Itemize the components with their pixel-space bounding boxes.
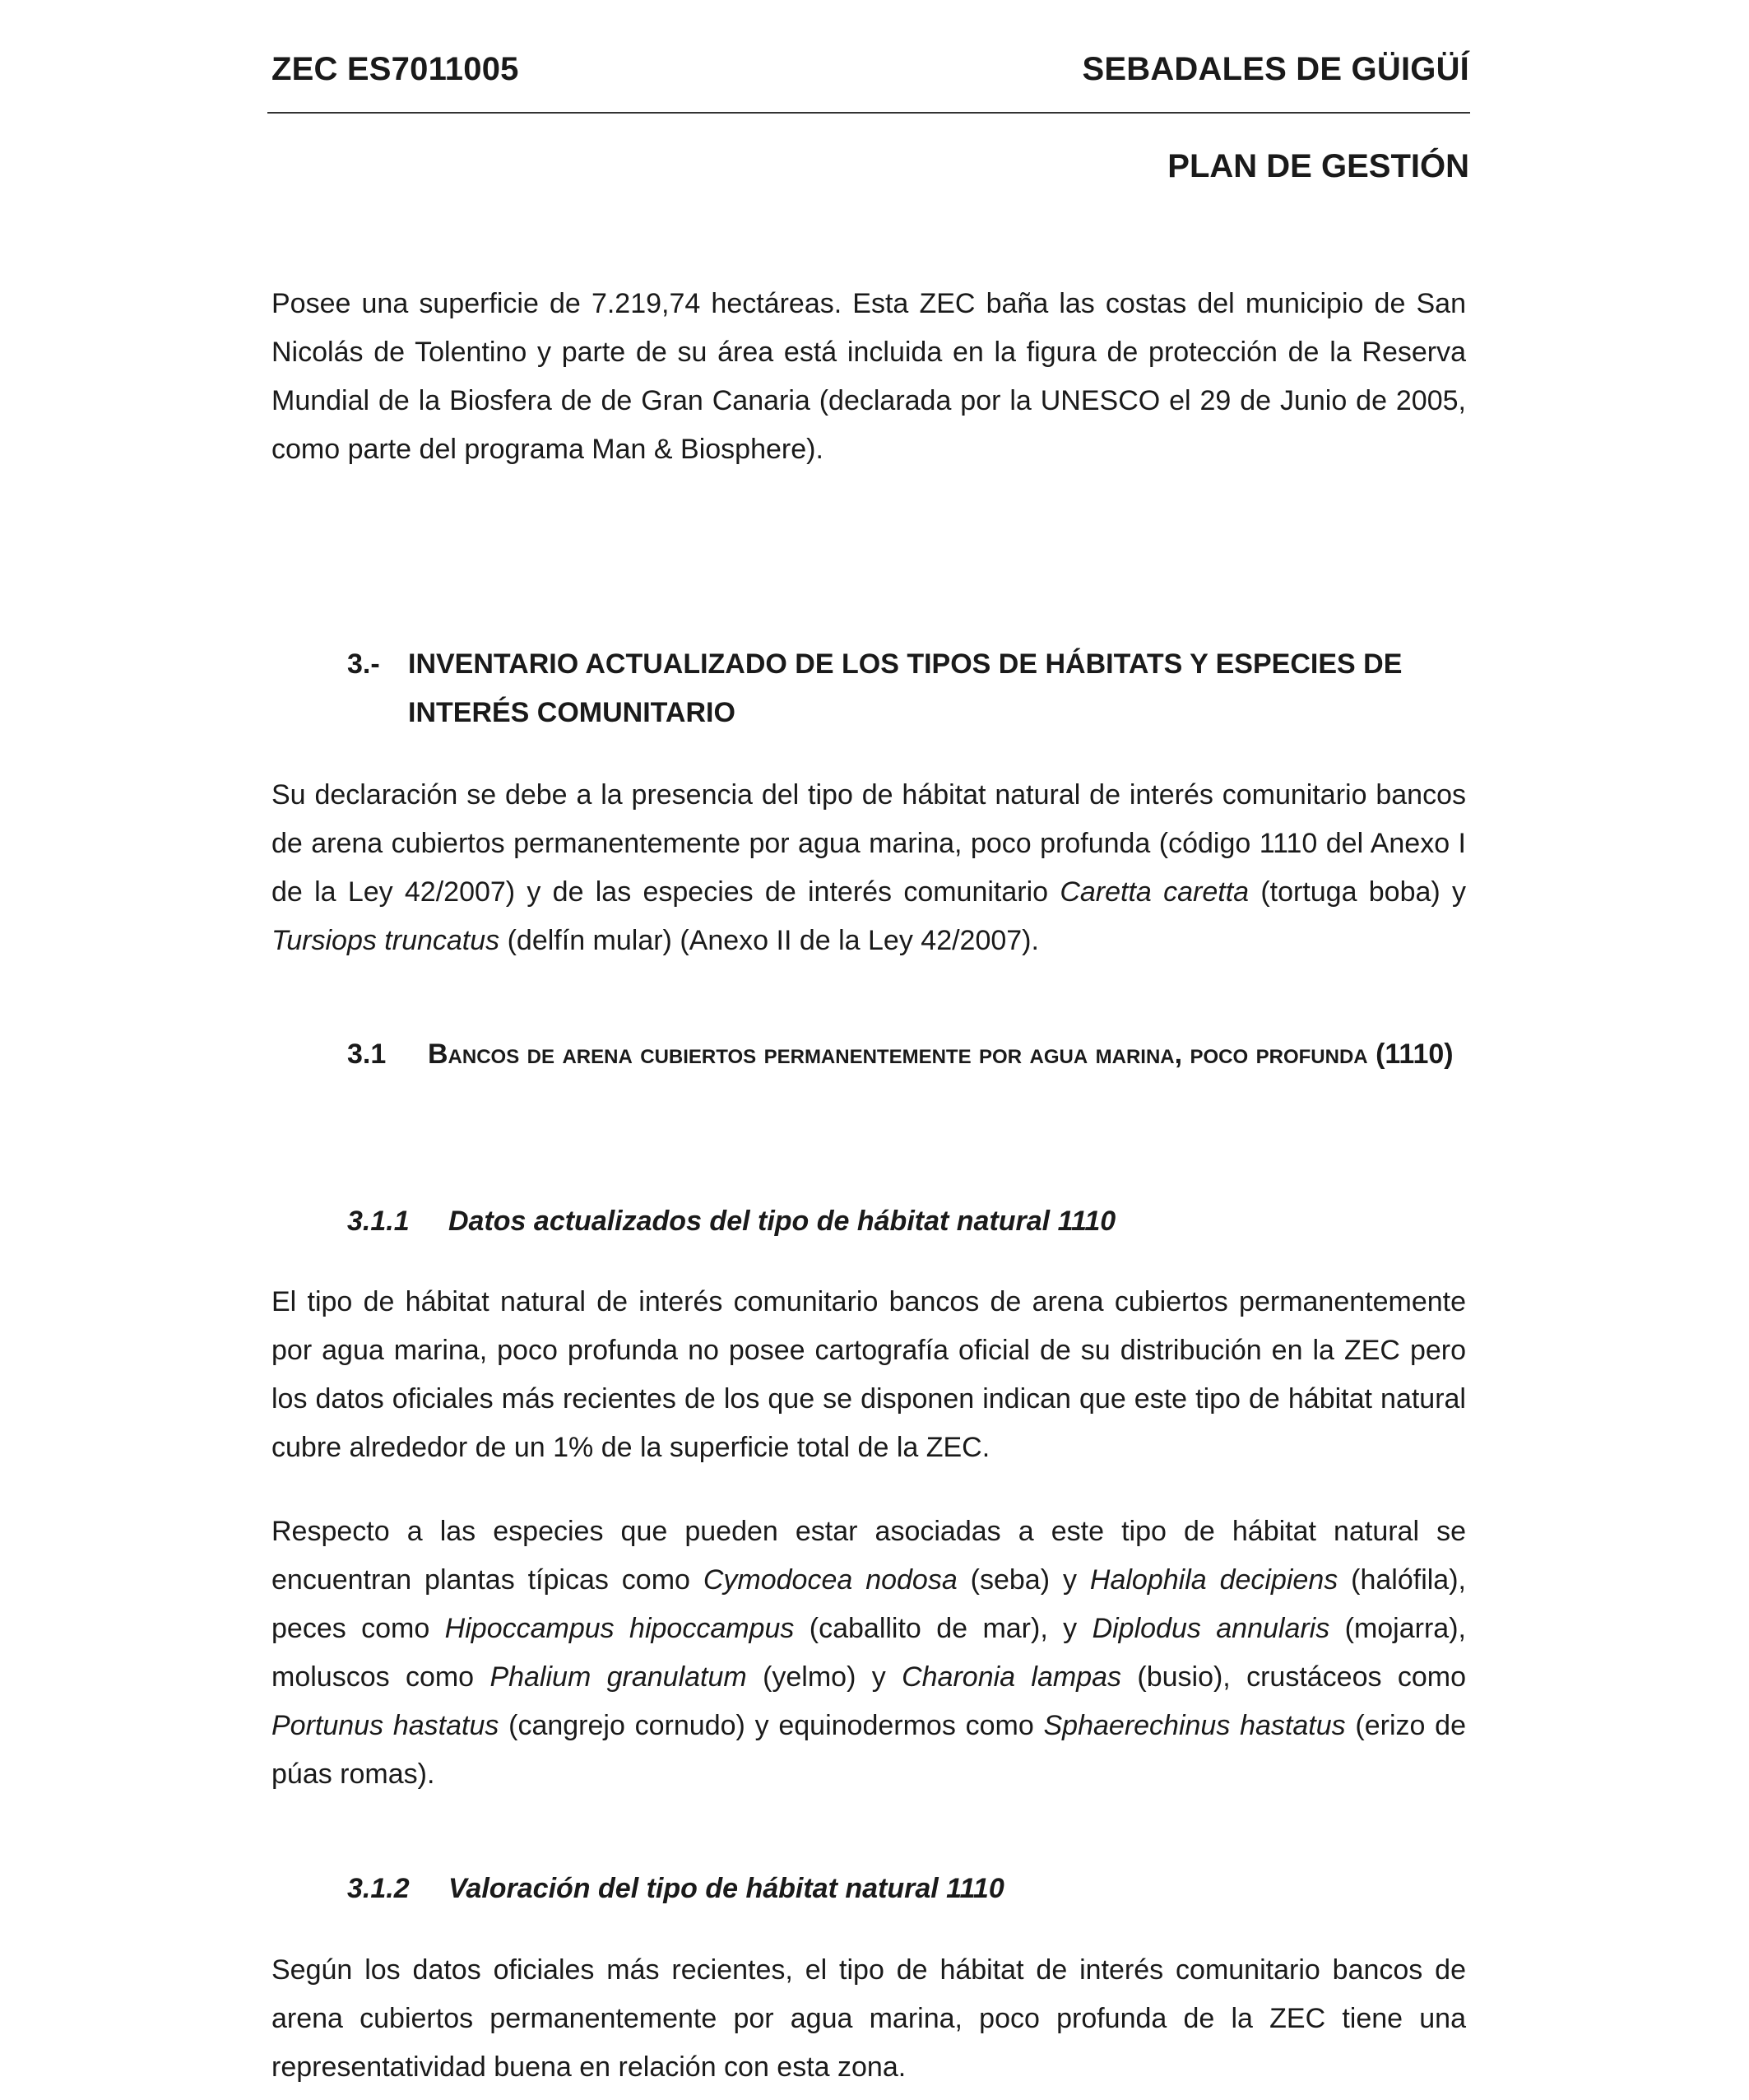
section-3-1-1-heading bbox=[347, 1197, 1466, 1246]
species-name: Cymodocea nodosa bbox=[703, 1564, 958, 1596]
declaration-text: (tortuga boba) y bbox=[1249, 876, 1466, 908]
section-3-1-2-title: Valoración del tipo de hábitat natural 1110 bbox=[448, 1873, 1004, 1904]
declaration-paragraph bbox=[271, 771, 1466, 965]
species-text: (busio), crustáceos como bbox=[1121, 1661, 1466, 1693]
declaration-text: Su declaración se debe a la presencia del tipo de hábitat natural de interés comunitario bancos de arena cubiertos permanentemente por agua marina, poco profunda (código 1110 del Anexo I de la Ley 42/2007) y de las especies de interés comunitario bbox=[271, 779, 1466, 908]
plan-title: PLAN DE GESTIÓN bbox=[1167, 148, 1469, 184]
species-name: Hipoccampus hipoccampus bbox=[444, 1613, 795, 1644]
species-text: (caballito de mar), y bbox=[794, 1613, 1093, 1644]
section-3-1-2-number: 3.1.2 bbox=[347, 1873, 410, 1904]
species-name: Portunus hastatus bbox=[271, 1710, 499, 1741]
section-3-1-number: 3.1 bbox=[347, 1038, 387, 1070]
section-3-1-code: (1110) bbox=[1367, 1038, 1454, 1070]
species-name: Tursiops truncatus bbox=[271, 925, 500, 956]
valuation-paragraph: Según los datos oficiales más recientes, el tipo de hábitat de interés comunitario bancos de arena cubiertos permanentemente por agua marina, poco profunda de la ZEC tiene una representatividad buena en relación con esta zona. bbox=[271, 1954, 1466, 2083]
header-zec-code: ZEC ES7011005 bbox=[271, 51, 519, 87]
species-name: Sphaerechinus hastatus bbox=[1043, 1710, 1346, 1741]
species-text: Respecto a las especies que pueden estar asociadas a este tipo de hábitat natural se encuentran plantas típicas como bbox=[271, 1516, 1466, 1596]
header-divider bbox=[267, 112, 1470, 114]
species-text: (cangrejo cornudo) y equinodermos como bbox=[499, 1710, 1044, 1741]
section-3-1-title bbox=[428, 1030, 1466, 1079]
header-site-name: SEBADALES DE GÜIGÜÍ bbox=[1082, 51, 1469, 87]
species-name: Charonia lampas bbox=[902, 1661, 1122, 1693]
section-3-1-2-heading bbox=[347, 1865, 1466, 1913]
section-3-heading bbox=[347, 640, 1466, 737]
intro-paragraph: Posee una superficie de 7.219,74 hectáreas. Esta ZEC baña las costas del municipio de San Nicolás de Tolentino y parte de su área está incluida en la figura de protección de la Reserva Mundial de la Biosfera de de Gran Canaria (declarada por la UNESCO el 29 de Junio de 2005, como parte del programa Man & Biosphere). bbox=[271, 288, 1466, 465]
species-name: Diplodus annularis bbox=[1092, 1613, 1330, 1644]
species-text: (yelmo) y bbox=[746, 1661, 902, 1693]
declaration-text: (delfín mular) (Anexo II de la Ley 42/2007). bbox=[499, 925, 1039, 956]
species-paragraph bbox=[271, 1508, 1466, 1799]
species-text: (mojarra), moluscos como bbox=[271, 1613, 1466, 1693]
species-name: Phalium granulatum bbox=[489, 1661, 747, 1693]
species-name: Halophila decipiens bbox=[1089, 1564, 1338, 1596]
species-text: (seba) y bbox=[957, 1564, 1090, 1596]
section-3-1-title-text: Bancos de arena cubiertos permanentemente por agua marina, poco profunda bbox=[428, 1038, 1368, 1070]
habitat-data-paragraph: El tipo de hábitat natural de interés comunitario bancos de arena cubiertos permanentemente por agua marina, poco profunda no posee cartografía oficial de su distribución en la ZEC pero los datos oficiales más recientes de los que se disponen indican que este tipo de hábitat natural cubre alrededor de un 1% de la superficie total de la ZEC. bbox=[271, 1286, 1466, 1463]
species-name: Caretta caretta bbox=[1060, 876, 1250, 908]
species-text: (erizo de púas romas). bbox=[271, 1710, 1466, 1790]
section-3-1-1-title: Datos actualizados del tipo de hábitat natural 1110 bbox=[448, 1206, 1116, 1237]
section-3-title: INVENTARIO ACTUALIZADO DE LOS TIPOS DE HÁBITATS Y ESPECIES DE INTERÉS COMUNITARIO bbox=[408, 648, 1403, 728]
section-3-1-1-number: 3.1.1 bbox=[347, 1206, 410, 1237]
section-3-number: 3.- bbox=[347, 648, 380, 680]
species-text: (halófila), peces como bbox=[271, 1564, 1466, 1644]
section-3-1-heading bbox=[347, 1030, 1466, 1079]
